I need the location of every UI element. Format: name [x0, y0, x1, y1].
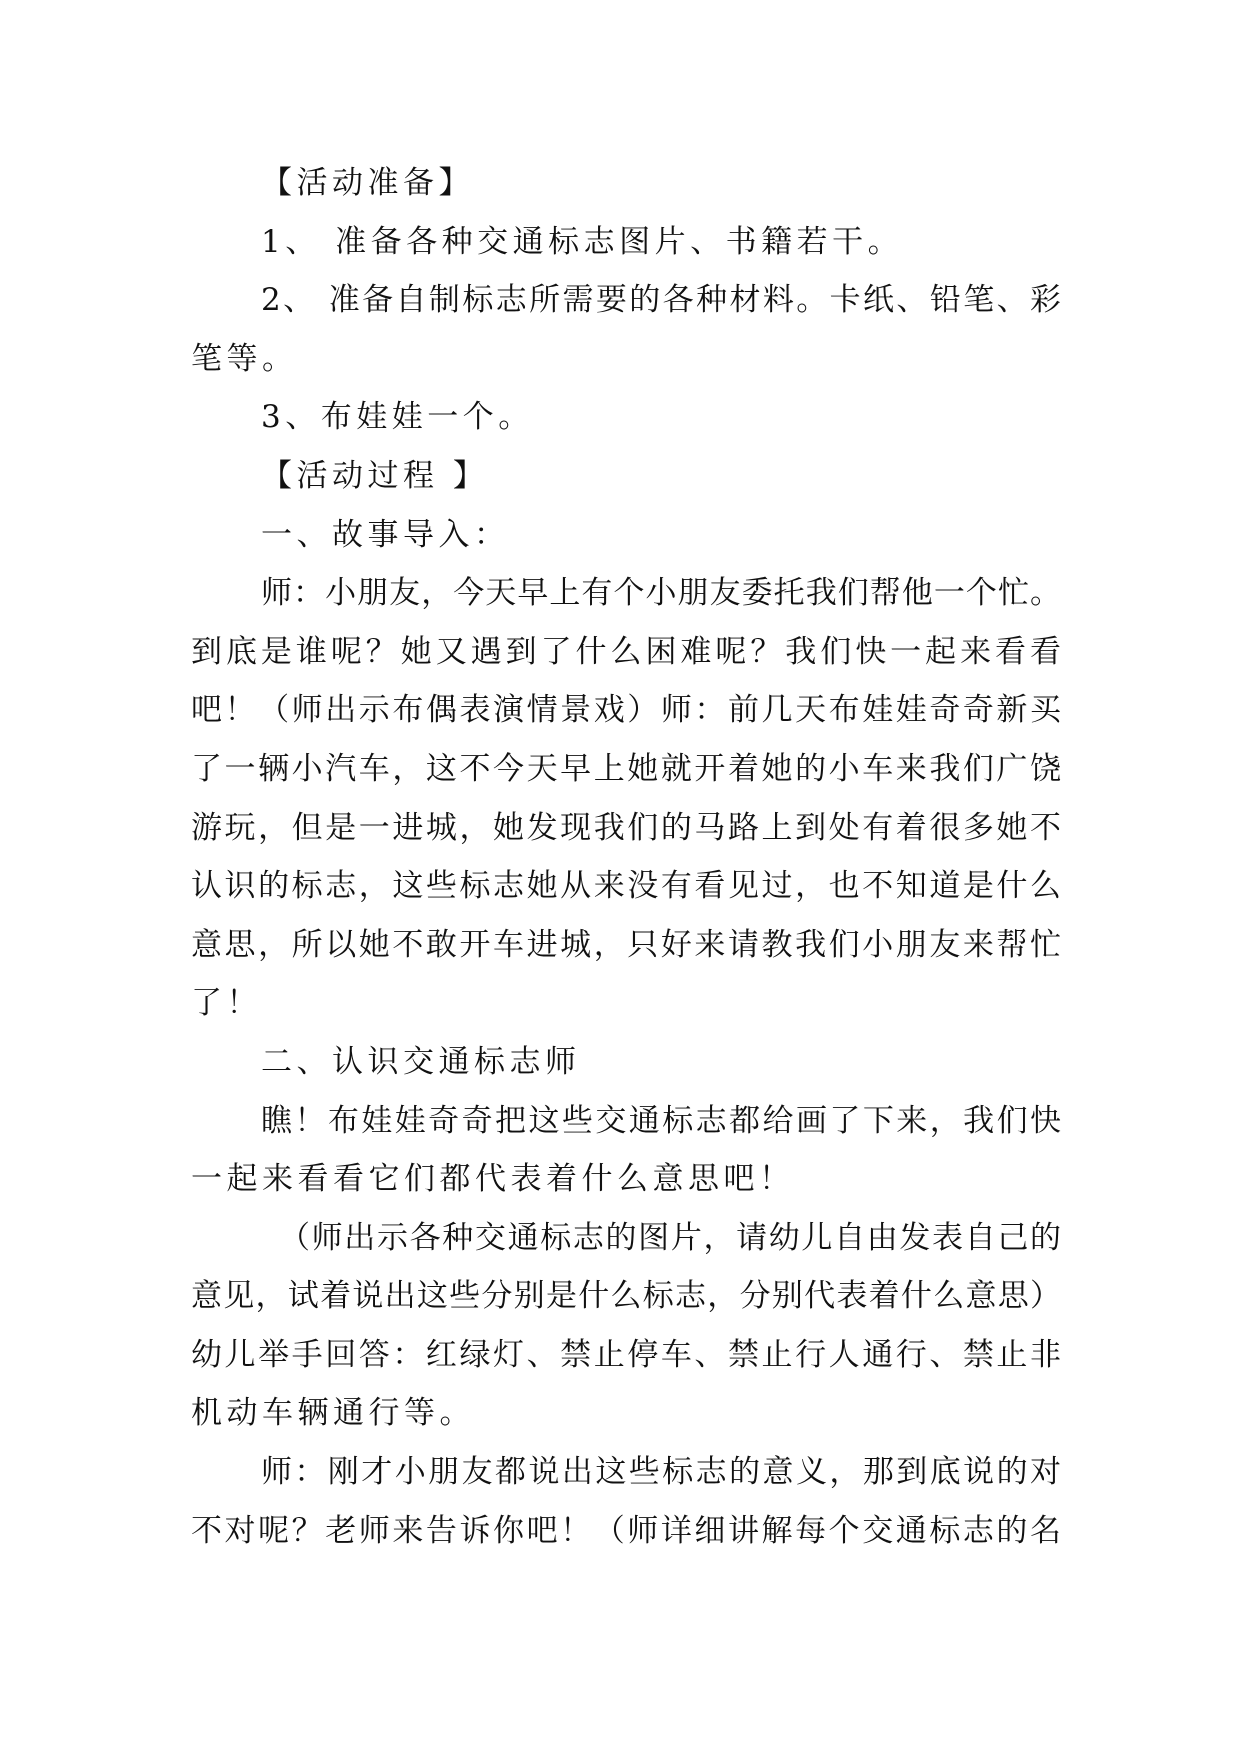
paragraph-line: 意思，所以她不敢开车进城，只好来请教我们小朋友来帮忙 [191, 926, 1061, 963]
document-body [191, 154, 1061, 1560]
paragraph-line: 到底是谁呢？她又遇到了什么困难呢？我们快一起来看看 [191, 633, 1061, 670]
paragraph-line: 一起来看看它们都代表着什么意思吧！ [191, 1161, 795, 1198]
paragraph-line: 游玩，但是一进城，她发现我们的马路上到处有着很多她不 [191, 809, 1061, 846]
paragraph-line: 机动车辆通行等。 [191, 1395, 475, 1432]
paragraph-line: 不对呢？老师来告诉你吧！（师详细讲解每个交通标志的名 [191, 1512, 1061, 1549]
paragraph-line: 瞧！布娃娃奇奇把这些交通标志都给画了下来，我们快 [261, 1102, 1061, 1139]
list-item: 2、 准备自制标志所需要的各种材料。卡纸、铅笔、彩 [261, 282, 1061, 319]
paragraph-line: 认识的标志，这些标志她从来没有看见过，也不知道是什么 [191, 868, 1061, 905]
list-item: 3、布娃娃一个。 [261, 399, 534, 436]
paragraph-line: 了！ [191, 985, 262, 1022]
section-heading-preparation: 【活动准备】 [261, 165, 474, 201]
paragraph-line: 师：刚才小朋友都说出这些标志的意义，那到底说的对 [261, 1454, 1061, 1491]
paragraph-line: 幼儿举手回答：红绿灯、禁止停车、禁止行人通行、禁止非 [191, 1336, 1061, 1373]
subheading: 一、故事导入： [261, 516, 510, 553]
list-item: 1、 准备各种交通标志图片、书籍若干。 [261, 223, 904, 260]
paragraph-line: 吧！（师出示布偶表演情景戏）师：前几天布娃娃奇奇新买 [191, 692, 1061, 729]
subheading: 二、认识交通标志师 [261, 1043, 581, 1080]
paragraph-line: 了一辆小汽车，这不今天早上她就开着她的小车来我们广饶 [191, 750, 1061, 787]
paragraph-line: 意见，试着说出这些分别是什么标志，分别代表着什么意思） [191, 1278, 1061, 1315]
paragraph-line: 笔等。 [191, 340, 298, 377]
section-heading-process: 【活动过程 】 [261, 457, 489, 494]
paragraph-line: （师出示各种交通标志的图片，请幼儿自由发表自己的 [279, 1219, 1061, 1256]
paragraph-line: 师：小朋友，今天早上有个小朋友委托我们帮他一个忙。 [261, 575, 1061, 612]
